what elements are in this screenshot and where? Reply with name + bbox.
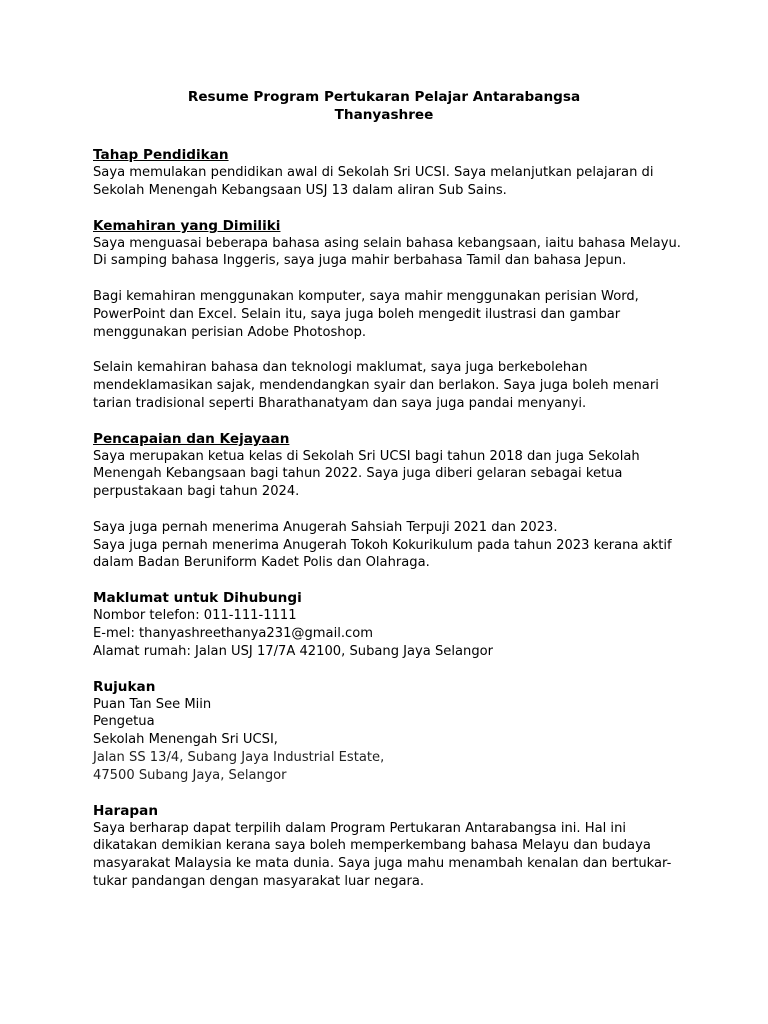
education-section (93, 146, 693, 200)
contact-section (93, 589, 693, 660)
contact-heading: Maklumat untuk Dihubungi (93, 590, 302, 607)
reference-heading: Rujukan (93, 678, 156, 695)
achievements-heading: Pencapaian dan Kejayaan (93, 430, 290, 447)
document-title: Resume Program Pertukaran Pelajar Antarabangsa (187, 89, 581, 105)
reference-section (93, 678, 693, 785)
reference-address-line-2: 47500 Subang Jaya, Selangor (93, 767, 287, 783)
hope-heading: Harapan (93, 802, 159, 819)
hope-section (93, 802, 693, 891)
skills-heading: Kemahiran yang Dimiliki (93, 217, 281, 234)
resume-document (93, 88, 693, 891)
achievement-award-1: Saya juga pernah menerima Anugerah Sahsiah Terpuji 2021 dan 2023. (93, 519, 558, 535)
student-name: Thanyashree (334, 107, 434, 123)
contact-phone: Nombor telefon: 011-111-1111 (93, 608, 297, 624)
skills-section (93, 217, 693, 413)
hope-text: Saya berharap dapat terpilih dalam Program Pertukaran Antarabangsa ini. Hal ini dikatakan demikian kerana saya boleh memperkembang bahasa Melayu dan budaya masyarakat Malaysia ke mata dunia. Saya juga mahu menambah kenalan dan bertukar-tukar pandangan dengan masyarakat luar negara. (93, 820, 672, 889)
achievements-section (93, 430, 693, 573)
title-block (0, 88, 768, 124)
skills-paragraph-arts: Selain kemahiran bahasa dan teknologi maklumat, saya juga berkebolehan mendeklamasikan sajak, mendendangkan syair dan berlakon. Saya juga boleh menari tarian tradisional seperti Bharathanatyam dan saya juga pandai menyanyi. (93, 360, 659, 411)
skills-paragraph-languages: Saya menguasai beberapa bahasa asing selain bahasa kebangsaan, iaitu bahasa Melayu. Di samping bahasa Inggeris, saya juga mahir berbahasa Tamil dan bahasa Jepun. (93, 235, 681, 269)
reference-school: Sekolah Menengah Sri UCSI, (93, 732, 278, 748)
reference-role: Pengetua (93, 714, 155, 730)
achievement-award-2: Saya juga pernah menerima Anugerah Tokoh Kokurikulum pada tahun 2023 kerana aktif dalam Badan Beruniform Kadet Polis dan Olahraga. (93, 537, 672, 571)
contact-email: E-mel: thanyashreethanya231@gmail.com (93, 625, 373, 641)
education-text: Saya memulakan pendidikan awal di Sekolah Sri UCSI. Saya melanjutkan pelajaran di Sekolah Menengah Kebangsaan USJ 13 dalam aliran Sub Sains. (93, 165, 654, 198)
achievements-paragraph: Saya merupakan ketua kelas di Sekolah Sri UCSI bagi tahun 2018 dan juga Sekolah Menengah Kebangsaan bagi tahun 2022. Saya juga diberi gelaran sebagai ketua perpustakaan bagi tahun 2024. (93, 448, 640, 500)
contact-address: Alamat rumah: Jalan USJ 17/7A 42100, Subang Jaya Selangor (93, 643, 494, 659)
reference-address-line-1: Jalan SS 13/4, Subang Jaya Industrial Estate, (93, 749, 385, 765)
reference-name: Puan Tan See Miin (93, 696, 212, 712)
education-heading: Tahap Pendidikan (93, 147, 229, 163)
skills-paragraph-computer: Bagi kemahiran menggunakan komputer, saya mahir menggunakan perisian Word, PowerPoint dan Excel. Selain itu, saya juga boleh mengedit ilustrasi dan gambar menggunakan perisian Adobe Photoshop. (93, 288, 639, 340)
